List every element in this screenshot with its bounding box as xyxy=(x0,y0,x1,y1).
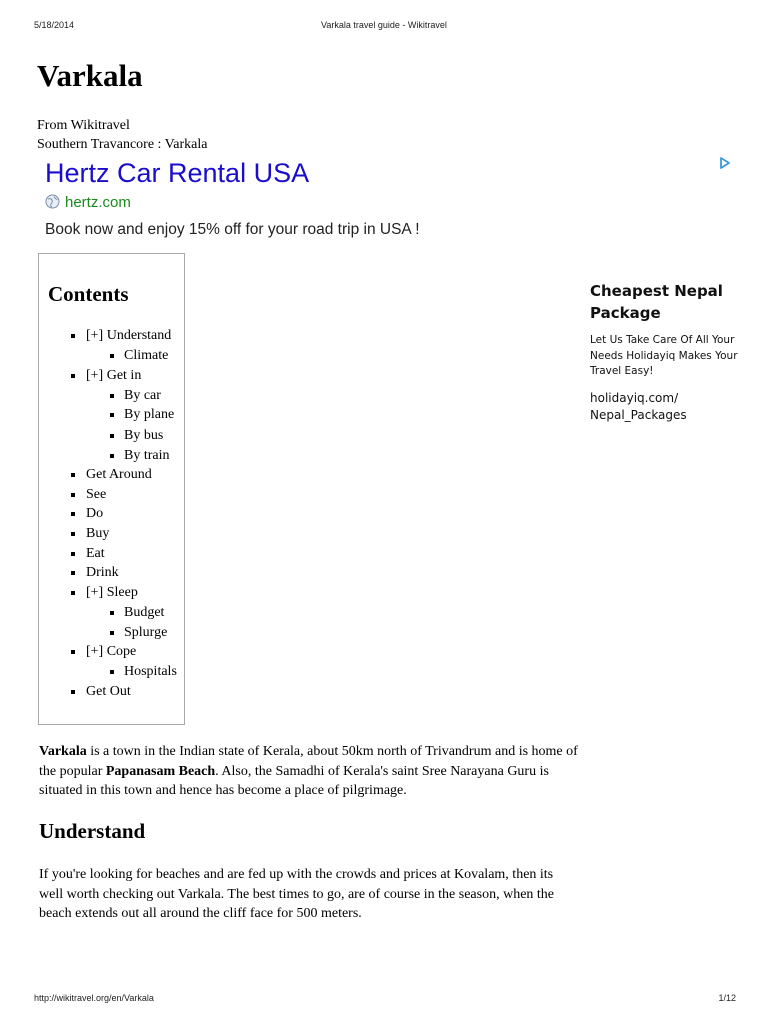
toc-link[interactable] xyxy=(86,367,141,385)
toc-link[interactable] xyxy=(124,663,177,681)
toc-link[interactable] xyxy=(124,604,164,622)
toc-link-label: [+] Cope xyxy=(86,644,137,659)
toc-link[interactable] xyxy=(86,643,136,661)
toc-link[interactable] xyxy=(124,427,163,445)
page-title: Varkala xyxy=(37,58,143,93)
bullet-icon xyxy=(110,413,114,417)
toc-link-label: By car xyxy=(124,388,161,403)
print-page-number: 1/12 xyxy=(718,993,736,1003)
bullet-icon xyxy=(110,631,114,635)
bullet-icon xyxy=(71,571,75,575)
sidebar-advertisement[interactable] xyxy=(590,280,740,424)
bullet-icon xyxy=(71,374,75,378)
toc-link[interactable] xyxy=(124,387,161,405)
bullet-icon xyxy=(110,394,114,398)
print-page-title: Varkala travel guide - Wikitravel xyxy=(321,20,447,30)
bullet-icon xyxy=(110,354,114,358)
toc-link-label: Drink xyxy=(86,565,119,580)
toc-link-label: By plane xyxy=(124,407,175,422)
toc-link-label: Splurge xyxy=(124,625,168,640)
toc-link-label: Climate xyxy=(124,348,169,363)
toc-link[interactable] xyxy=(124,347,168,365)
toc-link-label: Eat xyxy=(86,546,105,561)
bullet-icon xyxy=(110,434,114,438)
toc-link-label: Get Out xyxy=(86,684,131,699)
bullet-icon xyxy=(71,512,75,516)
print-url: http://wikitravel.org/en/Varkala xyxy=(34,993,154,1003)
bullet-icon xyxy=(71,591,75,595)
ad-side-title[interactable]: Cheapest Nepal Package xyxy=(590,282,723,322)
bullet-icon xyxy=(110,611,114,615)
bullet-icon xyxy=(110,454,114,458)
bullet-icon xyxy=(71,493,75,497)
toc-link[interactable] xyxy=(86,505,103,523)
intro-text-part2: . Also, the Samadhi of Kerala's saint Sree Narayana Guru is situated in this town and hence has become a place of pilgrimage. xyxy=(39,763,549,798)
toc-link-label: By bus xyxy=(124,428,164,443)
toc-link[interactable] xyxy=(124,447,170,465)
toc-link[interactable] xyxy=(86,327,171,345)
ad-choices-icon[interactable] xyxy=(719,156,731,170)
bullet-icon xyxy=(71,650,75,654)
ad-side-body: Let Us Take Care Of All Your Needs Holidayiq Makes Your Travel Easy! xyxy=(590,334,738,377)
intro-paragraph xyxy=(39,742,579,801)
toc-link[interactable] xyxy=(124,406,174,424)
print-date: 5/18/2014 xyxy=(34,20,75,30)
source-line: From Wikitravel xyxy=(37,118,130,133)
toc-link-label: Get Around xyxy=(86,467,152,482)
advertisement-banner xyxy=(45,154,735,246)
toc-link[interactable] xyxy=(124,624,167,642)
bullet-icon xyxy=(71,532,75,536)
section-heading-understand: Understand xyxy=(39,819,146,843)
ad-headline-link[interactable]: Hertz Car Rental USA xyxy=(45,158,310,188)
toc-link-label: See xyxy=(86,487,107,502)
breadcrumb: Southern Travancore : Varkala xyxy=(37,137,208,152)
intro-bold-town: Varkala xyxy=(39,744,87,759)
toc-link-label: Budget xyxy=(124,605,165,620)
globe-icon xyxy=(45,194,60,209)
toc-link-label: By train xyxy=(124,448,170,463)
toc-title: Contents xyxy=(48,282,129,306)
toc-link[interactable] xyxy=(86,486,106,504)
toc-link[interactable] xyxy=(86,564,119,582)
ad-side-url[interactable]: holidayiq.com/ Nepal_Packages xyxy=(590,390,687,422)
intro-text-part1: is a town in the Indian state of Kerala, about 50km north of Trivandrum and is home of the popular xyxy=(39,744,578,779)
toc-link[interactable] xyxy=(86,525,109,543)
toc-link[interactable] xyxy=(86,683,131,701)
intro-bold-beach: Papanasam Beach xyxy=(105,763,216,779)
bullet-icon xyxy=(71,473,75,477)
toc-link-label: Buy xyxy=(86,526,110,541)
bullet-icon xyxy=(71,690,75,694)
toc-link[interactable] xyxy=(86,545,105,563)
toc-link-label: Do xyxy=(86,506,104,521)
toc-link-label: [+] Get in xyxy=(86,368,142,383)
bullet-icon xyxy=(71,334,75,338)
toc-link-label: Hospitals xyxy=(124,664,177,679)
ad-description: Book now and enjoy 15% off for your road trip in USA ! xyxy=(45,221,420,238)
understand-paragraph: If you're looking for beaches and are fed up with the crowds and prices at Kovalam, then its well worth checking out Varkala. The best times to go, are of course in the season, when the beach extends out all around the cliff face for 500 meters. xyxy=(39,867,555,921)
bullet-icon xyxy=(71,552,75,556)
toc-link-label: [+] Understand xyxy=(86,328,172,343)
toc-link-label: [+] Sleep xyxy=(86,585,138,600)
ad-domain-link[interactable]: hertz.com xyxy=(65,194,131,211)
bullet-icon xyxy=(110,670,114,674)
toc-link[interactable] xyxy=(86,584,138,602)
toc-link[interactable] xyxy=(86,466,152,484)
